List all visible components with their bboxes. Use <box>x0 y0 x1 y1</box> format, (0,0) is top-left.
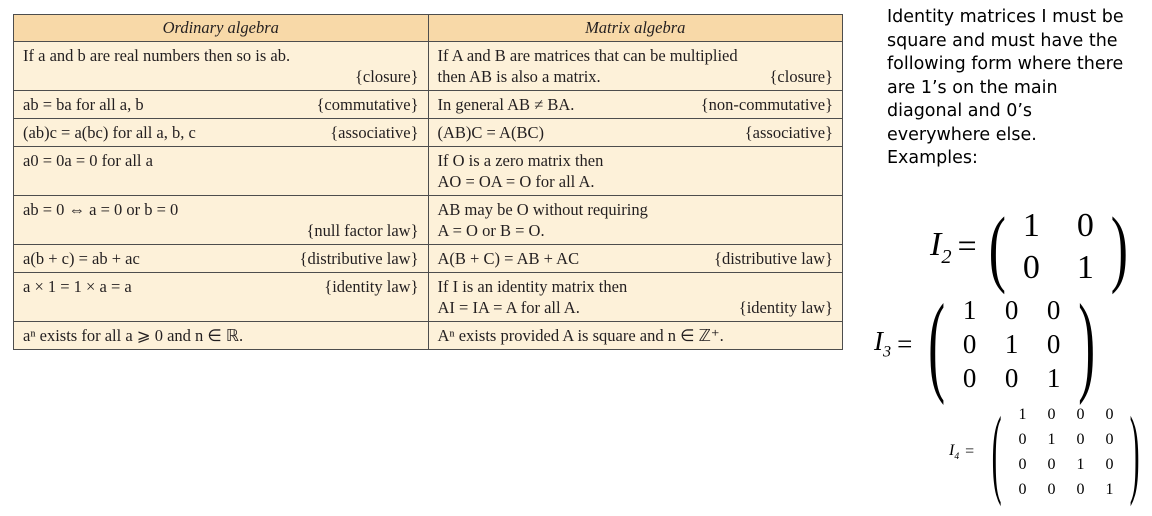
cell-text: then AB is also a matrix. <box>437 67 601 86</box>
table-row <box>14 147 843 196</box>
ordinary-cell <box>14 196 429 245</box>
equals-sign: = <box>897 328 913 359</box>
matrix-entry: 0 <box>1047 406 1056 423</box>
identity-matrix-i3 <box>874 282 1105 406</box>
matrix-entry: 0 <box>962 329 977 359</box>
matrix-label: $I_3$ <box>874 326 892 361</box>
table-header-row <box>14 15 843 42</box>
left-paren: ( <box>928 282 946 406</box>
cell-text: A = O or B = O. <box>437 221 545 240</box>
matrix-entry: 0 <box>1047 456 1056 473</box>
matrix-entry: 1 <box>1022 207 1040 244</box>
cell-text: AI = IA = A for all A. <box>437 298 580 317</box>
matrix-entry: 0 <box>1076 207 1094 244</box>
property-tag: {non-commutative} <box>700 95 833 114</box>
cell-text: (AB)C = A(BC) <box>437 123 544 142</box>
ordinary-cell <box>14 245 429 273</box>
matrix-entry: 0 <box>1004 363 1019 393</box>
matrix-entry: 0 <box>1018 456 1027 473</box>
matrix-cell <box>428 42 843 91</box>
cell-text: If O is a zero matrix then <box>437 151 604 170</box>
ordinary-cell <box>14 91 429 119</box>
matrix-entry: 0 <box>1046 295 1061 325</box>
cell-text: A(B + C) = AB + AC <box>437 249 580 268</box>
matrix-entries <box>956 293 1068 395</box>
ordinary-cell <box>14 42 429 91</box>
cell-text: If I is an identity matrix then <box>437 277 628 296</box>
cell-text: aⁿ exists for all a ⩾ 0 and n ∈ ℝ. <box>23 326 244 345</box>
table-row <box>14 42 843 91</box>
equals-sign: = <box>965 443 975 460</box>
matrix-entry: 1 <box>1004 329 1019 359</box>
matrix-entry: 1 <box>1076 456 1085 473</box>
matrix-entries <box>1013 402 1118 502</box>
matrix-entry: 0 <box>1022 249 1040 286</box>
cell-text: a(b + c) = ab + ac <box>23 249 140 268</box>
matrix-entry: 0 <box>1046 329 1061 359</box>
matrix-entry: 1 <box>1105 481 1114 498</box>
cell-text: In general AB ≠ BA. <box>437 95 575 114</box>
matrix-entry: 0 <box>1105 406 1114 423</box>
table-row <box>14 245 843 273</box>
left-paren: ( <box>991 396 1002 507</box>
cell-text: If A and B are matrices that can be multiplied <box>437 46 738 65</box>
matrix-entry: 0 <box>962 363 977 393</box>
header-matrix-algebra: Matrix algebra <box>428 15 843 42</box>
cell-text: Aⁿ exists provided A is square and n ∈ ℤ⁺. <box>437 326 724 345</box>
property-tag: {closure} <box>769 67 833 86</box>
matrix-entry: 0 <box>1018 481 1027 498</box>
property-tag: {null factor law} <box>306 221 419 240</box>
matrix-entry: 0 <box>1004 295 1019 325</box>
algebra-comparison-table <box>13 14 843 350</box>
table-row <box>14 119 843 147</box>
matrix-entry: 0 <box>1105 431 1114 448</box>
property-tag: {commutative} <box>316 95 419 114</box>
property-tag: {closure} <box>355 67 419 86</box>
ordinary-cell <box>14 119 429 147</box>
matrix-entry: 1 <box>1018 406 1027 423</box>
matrix-entry: 0 <box>1076 431 1085 448</box>
matrix-label: $I_2$ <box>930 225 952 268</box>
matrix-cell <box>428 245 843 273</box>
cell-text: a0 = 0a = 0 for all a <box>23 151 153 170</box>
matrix-entry: 1 <box>1046 363 1061 393</box>
matrix-cell <box>428 273 843 322</box>
matrix-entry: 1 <box>1076 249 1094 286</box>
ordinary-cell <box>14 147 429 196</box>
matrix-entry: 0 <box>1018 431 1027 448</box>
right-paren: ) <box>1111 199 1129 295</box>
property-tag: {distributive law} <box>714 249 833 268</box>
property-tag: {identity law} <box>324 277 419 296</box>
table-row <box>14 273 843 322</box>
equals-sign: = <box>957 228 977 265</box>
cell-text: ab = ba for all a, b <box>23 95 144 114</box>
header-ordinary-algebra: Ordinary algebra <box>14 15 429 42</box>
cell-text: AB may be O without requiring <box>437 200 648 219</box>
matrix-entry: 0 <box>1076 406 1085 423</box>
matrix-cell <box>428 91 843 119</box>
cell-text: If a and b are real numbers then so is ab. <box>23 46 291 65</box>
matrix-label: $I_4$ <box>949 441 960 463</box>
cell-text: ab = 0 ⇔ a = 0 or b = 0 <box>23 200 179 219</box>
property-tag: {associative} <box>330 123 419 142</box>
table-row <box>14 322 843 350</box>
right-paren: ) <box>1077 282 1095 406</box>
matrix-entry: 1 <box>962 295 977 325</box>
property-tag: {identity law} <box>738 298 833 317</box>
identity-matrix-i4 <box>949 396 1152 507</box>
matrix-entry: 0 <box>1105 456 1114 473</box>
ordinary-cell <box>14 322 429 350</box>
matrix-cell <box>428 119 843 147</box>
cell-text: AO = OA = O for all A. <box>437 172 595 191</box>
left-paren: ( <box>988 199 1006 295</box>
matrix-entry: 0 <box>1047 481 1056 498</box>
matrix-cell <box>428 322 843 350</box>
matrix-entry: 0 <box>1076 481 1085 498</box>
cell-text: a × 1 = 1 × a = a <box>23 277 132 296</box>
identity-matrix-i2 <box>930 199 1134 295</box>
matrix-cell <box>428 196 843 245</box>
matrix-cell <box>428 147 843 196</box>
identity-notes: Identity matrices I must be square and must have the following form where there are 1’s on the main diagonal and 0’s everywhere else. Examples: <box>887 7 1124 168</box>
right-paren: ) <box>1130 396 1141 507</box>
table-row <box>14 91 843 119</box>
property-tag: {distributive law} <box>299 249 419 268</box>
matrix-entry: 1 <box>1047 431 1056 448</box>
property-tag: {associative} <box>744 123 833 142</box>
matrix-entries <box>1011 207 1105 287</box>
table-row <box>14 196 843 245</box>
cell-text: (ab)c = a(bc) for all a, b, c <box>23 123 196 142</box>
ordinary-cell <box>14 273 429 322</box>
